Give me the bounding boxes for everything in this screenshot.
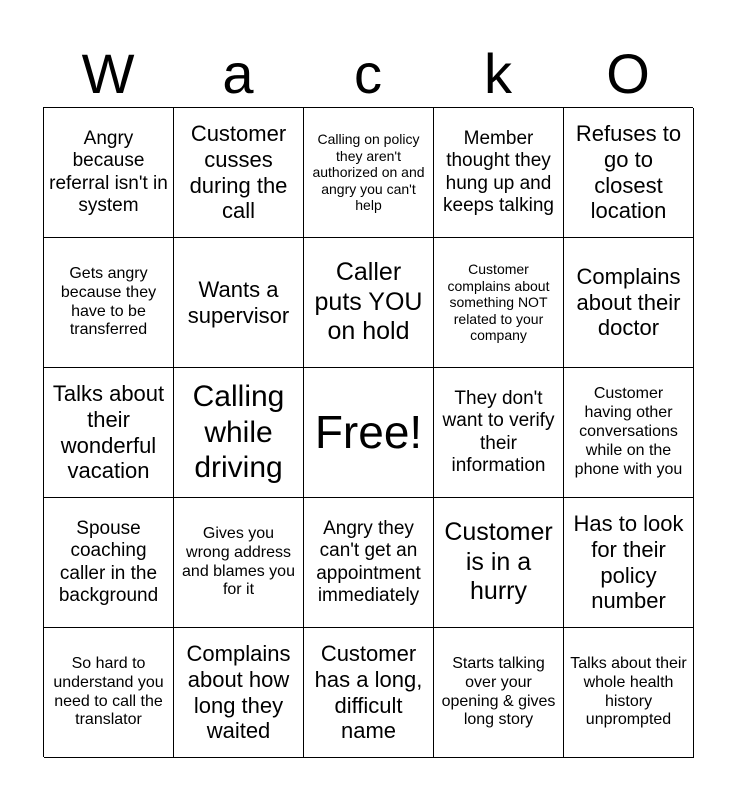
cell-text: Complains about how long they waited: [186, 640, 291, 744]
cell-text: Has to look for their policy number: [573, 510, 684, 614]
cell-text: Calling on policy they aren't authorized on and angry you can't help: [312, 131, 425, 214]
cell-text: Customer cusses during the call: [189, 120, 288, 224]
cell-text: Angry they can't get an appointment immediately: [316, 517, 421, 606]
bingo-cell[interactable]: [564, 498, 694, 628]
cell-text: Customer has a long, difficult name: [314, 640, 423, 744]
cell-text: Complains about their doctor: [576, 263, 681, 341]
bingo-cell[interactable]: [434, 238, 564, 368]
bingo-cell[interactable]: [44, 498, 174, 628]
bingo-header: [43, 40, 693, 108]
cell-text: Talks about their whole health history unprompted: [570, 654, 687, 729]
bingo-cell[interactable]: [174, 368, 304, 498]
bingo-cell[interactable]: [174, 498, 304, 628]
bingo-cell[interactable]: [434, 498, 564, 628]
bingo-cell[interactable]: [44, 628, 174, 758]
cell-text: Gives you wrong address and blames you for it: [182, 524, 295, 599]
bingo-cell[interactable]: [44, 108, 174, 238]
bingo-cell[interactable]: [564, 628, 694, 758]
bingo-cell[interactable]: [174, 108, 304, 238]
header-letter-2: a: [222, 42, 254, 105]
bingo-cell[interactable]: [44, 368, 174, 498]
cell-text: Customer complains about something NOT related to your company: [447, 261, 550, 344]
cell-text: So hard to understand you need to call the translator: [53, 654, 164, 729]
bingo-cell[interactable]: [304, 628, 434, 758]
cell-text: Starts talking over your opening & gives long story: [441, 654, 556, 729]
header-letter-4: k: [484, 42, 512, 105]
cell-text: Spouse coaching caller in the background: [58, 517, 159, 606]
bingo-board: [43, 107, 693, 757]
bingo-cell[interactable]: [304, 238, 434, 368]
header-letter-5: O: [606, 42, 650, 105]
bingo-cell[interactable]: [434, 368, 564, 498]
free-space-text: Free!: [314, 406, 423, 459]
bingo-cell[interactable]: [434, 628, 564, 758]
header-letter-1: W: [81, 42, 135, 105]
cell-text: Talks about their wonderful vacation: [52, 380, 165, 484]
cell-text: Gets angry because they have to be transferred: [60, 264, 157, 339]
bingo-cell[interactable]: [304, 498, 434, 628]
cell-text: Customer having other conversations while on the phone with you: [574, 385, 683, 478]
bingo-cell[interactable]: [564, 368, 694, 498]
bingo-cell[interactable]: [434, 108, 564, 238]
bingo-cell[interactable]: [564, 238, 694, 368]
bingo-cell[interactable]: [174, 238, 304, 368]
cell-text: Refuses to go to closest location: [575, 120, 682, 224]
cell-text: Customer is in a hurry: [444, 518, 553, 606]
free-space[interactable]: [304, 368, 434, 498]
bingo-cell[interactable]: [304, 108, 434, 238]
cell-text: Angry because referral isn't in system: [49, 127, 168, 216]
header-letter-3: c: [354, 42, 382, 105]
bingo-cell[interactable]: [564, 108, 694, 238]
bingo-cell[interactable]: [44, 238, 174, 368]
cell-text: Wants a supervisor: [187, 276, 290, 328]
cell-text: They don't want to verify their information: [442, 387, 555, 476]
bingo-cell[interactable]: [174, 628, 304, 758]
cell-text: Caller puts YOU on hold: [314, 258, 423, 346]
cell-text: Member thought they hung up and keeps talking: [443, 127, 554, 216]
cell-text: Calling while driving: [192, 380, 285, 485]
